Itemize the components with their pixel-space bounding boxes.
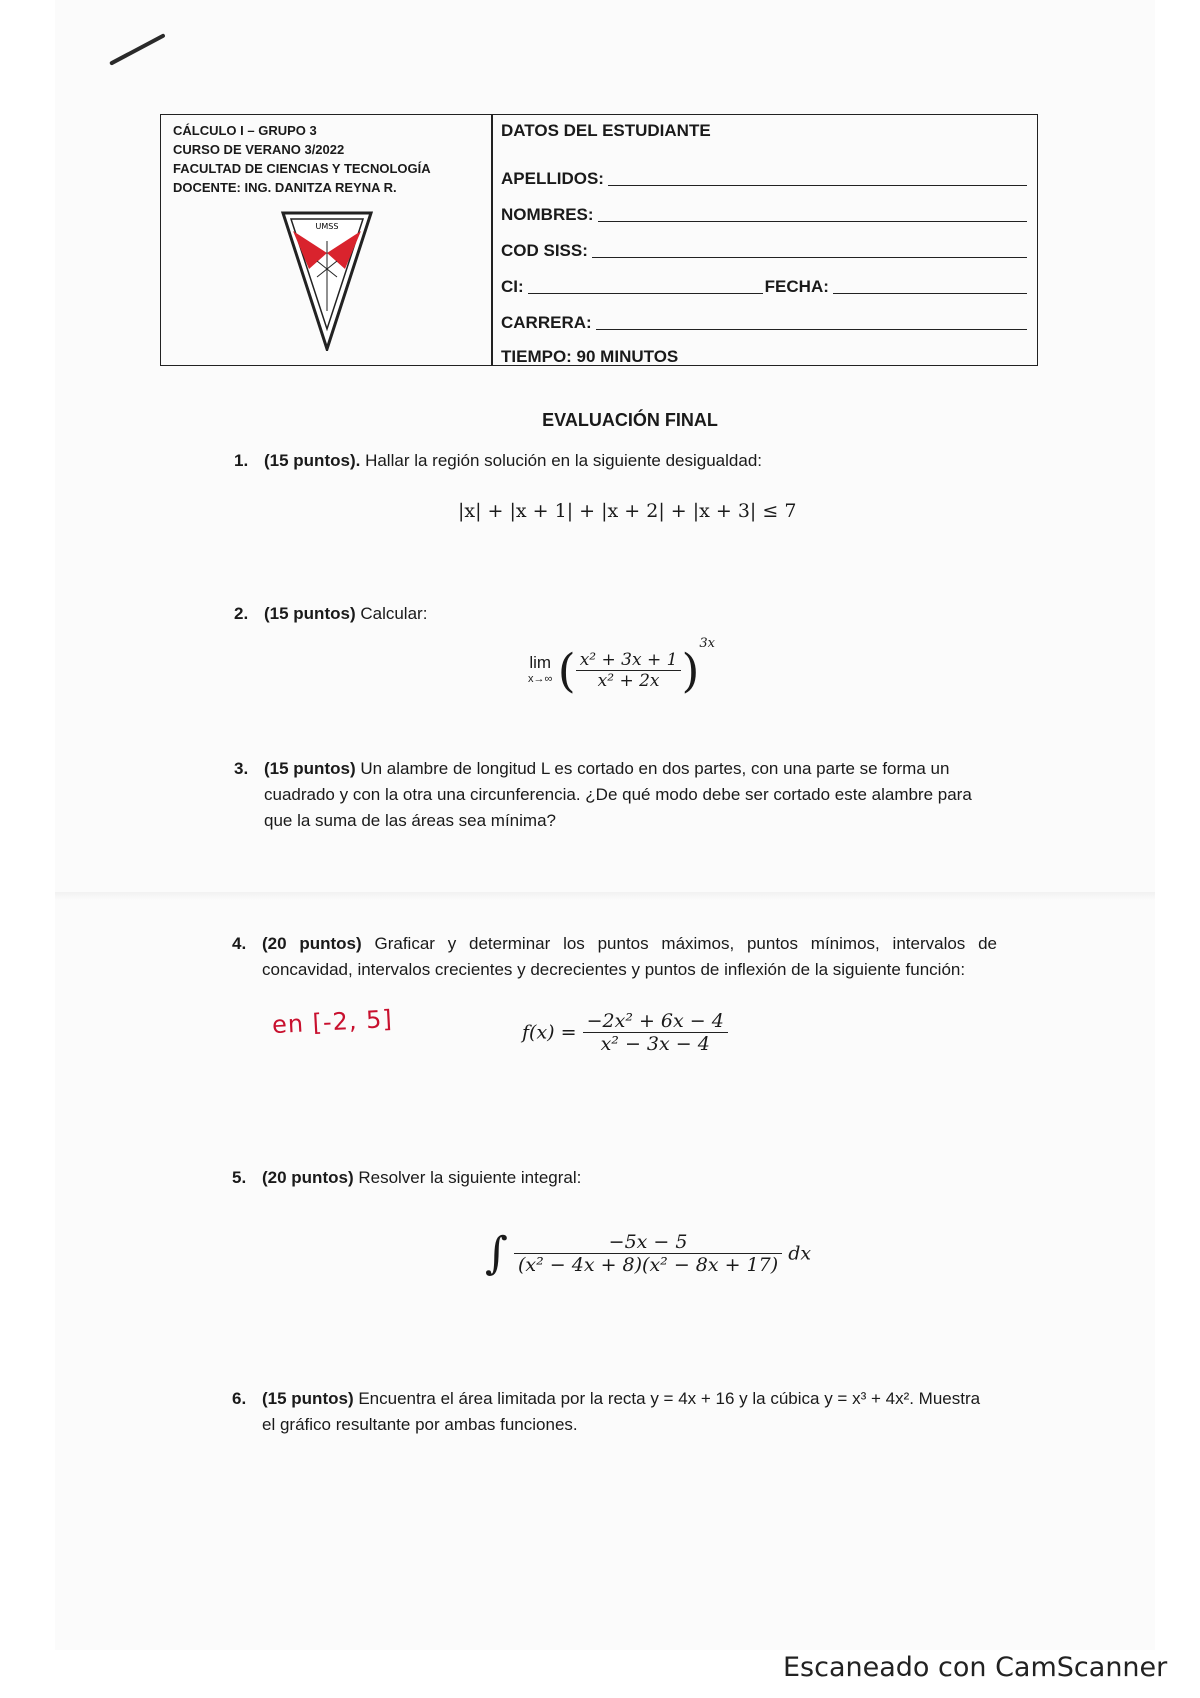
- apellidos-line[interactable]: [608, 185, 1027, 186]
- question-text: Resolver la siguiente integral:: [358, 1168, 582, 1187]
- fecha-line[interactable]: [833, 293, 1027, 294]
- carrera-line[interactable]: [596, 329, 1027, 330]
- function-denominator: x² − 3x − 4: [600, 1033, 710, 1055]
- question-number: 4.: [232, 934, 247, 953]
- integral-fraction: [514, 1231, 782, 1276]
- question-text: Encuentra el área limitada por la recta y = 4x + 16 y la cúbica y = x³ + 4x². Muestra el gráfico resultante por ambas funciones.: [262, 1389, 981, 1434]
- function-lhs: f(x) =: [522, 1021, 577, 1044]
- course-info: [173, 121, 431, 197]
- ci-line[interactable]: [528, 293, 763, 294]
- question-text: Hallar la región solución en la siguiente desigualdad:: [365, 451, 763, 470]
- integral-sign: ∫: [485, 1228, 508, 1279]
- carrera-label: CARRERA:: [501, 313, 592, 332]
- student-data: [501, 115, 1027, 365]
- function-numerator: −2x² + 6x − 4: [583, 1010, 728, 1033]
- question-points: (20 puntos): [262, 1168, 354, 1187]
- course-line: CÁLCULO I – GRUPO 3: [173, 123, 317, 138]
- question-5: [232, 1165, 997, 1191]
- header-box: [160, 114, 1038, 366]
- limit-fraction: [576, 650, 682, 691]
- ci-label: CI:: [501, 277, 524, 296]
- integral-formula: [485, 1228, 811, 1279]
- nombres-line[interactable]: [598, 221, 1027, 222]
- lim-sub: x→∞: [528, 672, 553, 685]
- question-points: (15 puntos).: [264, 451, 361, 470]
- header-divider: [491, 115, 493, 365]
- limit-exponent: 3x: [699, 636, 715, 651]
- logo-text: UMSS: [315, 222, 339, 231]
- question-number: 6.: [232, 1389, 247, 1408]
- apellidos-field[interactable]: [501, 169, 1027, 189]
- tiempo-label: TIEMPO: 90 MINUTOS: [501, 347, 679, 366]
- function-fraction: [583, 1010, 728, 1055]
- question-number: 5.: [232, 1168, 247, 1187]
- nombres-field[interactable]: [501, 205, 1027, 225]
- ci-fecha-field[interactable]: [501, 277, 1027, 297]
- inequality-formula: |x| + |x + 1| + |x + 2| + |x + 3| ≤ 7: [458, 500, 797, 522]
- cod-siss-label: COD SISS:: [501, 241, 588, 260]
- question-points: (15 puntos): [264, 604, 356, 623]
- question-number: 1.: [234, 451, 249, 470]
- limit-denominator: x² + 2x: [597, 671, 660, 691]
- cod-siss-field[interactable]: [501, 241, 1027, 261]
- question-1: [234, 448, 1014, 474]
- question-points: (15 puntos): [262, 1389, 354, 1408]
- page-fold: [55, 892, 1155, 900]
- camscanner-footer: Escaneado con CamScanner: [783, 1652, 1168, 1683]
- question-text: Un alambre de longitud L es cortado en dos partes, con una parte se forma un cuadrado y con la otra una circunferencia. ¿De qué modo debe ser cortado este alambre para que la suma de las áreas sea mínima?: [264, 759, 972, 830]
- question-6: [232, 1386, 997, 1438]
- question-points: (15 puntos): [264, 759, 356, 778]
- student-title: DATOS DEL ESTUDIANTE: [501, 121, 711, 140]
- question-3: [234, 756, 984, 834]
- course-line: DOCENTE: ING. DANITZA REYNA R.: [173, 180, 397, 195]
- course-line: FACULTAD DE CIENCIAS Y TECNOLOGÍA: [173, 161, 431, 176]
- question-4: [232, 931, 997, 983]
- lim-label: lim: [529, 652, 552, 672]
- exam-title: EVALUACIÓN FINAL: [542, 410, 718, 430]
- limit-formula: lim x→∞ ( $\frac{\text{x² + 3x + 1}}{\text{x² + 2x}}$ )$^{3x}$: [528, 636, 715, 698]
- carrera-field[interactable]: [501, 313, 1027, 333]
- integral-dx: dx: [788, 1242, 812, 1265]
- nombres-label: NOMBRES:: [501, 205, 594, 224]
- fecha-label: FECHA:: [764, 277, 829, 296]
- question-2: [234, 601, 1014, 627]
- integral-numerator: −5x − 5: [514, 1231, 782, 1254]
- handwritten-interval: en [-2, 5]: [271, 1004, 394, 1040]
- function-formula: [522, 1010, 728, 1055]
- question-text: Graficar y determinar los puntos máximos, puntos mínimos, intervalos de concavidad, intervalos crecientes y decrecientes y puntos de inflexión de la siguiente función:: [262, 934, 997, 979]
- integral-denominator: (x² − 4x + 8)(x² − 8x + 17): [517, 1254, 779, 1276]
- question-number: 2.: [234, 604, 249, 623]
- apellidos-label: APELLIDOS:: [501, 169, 604, 188]
- question-text: Calcular:: [360, 604, 428, 623]
- question-points: (20 puntos): [262, 934, 362, 953]
- limit-numerator: x² + 3x + 1: [576, 650, 682, 671]
- course-line: CURSO DE VERANO 3/2022: [173, 142, 345, 157]
- umss-logo: [281, 211, 373, 351]
- question-number: 3.: [234, 759, 249, 778]
- cod-siss-line[interactable]: [592, 257, 1027, 258]
